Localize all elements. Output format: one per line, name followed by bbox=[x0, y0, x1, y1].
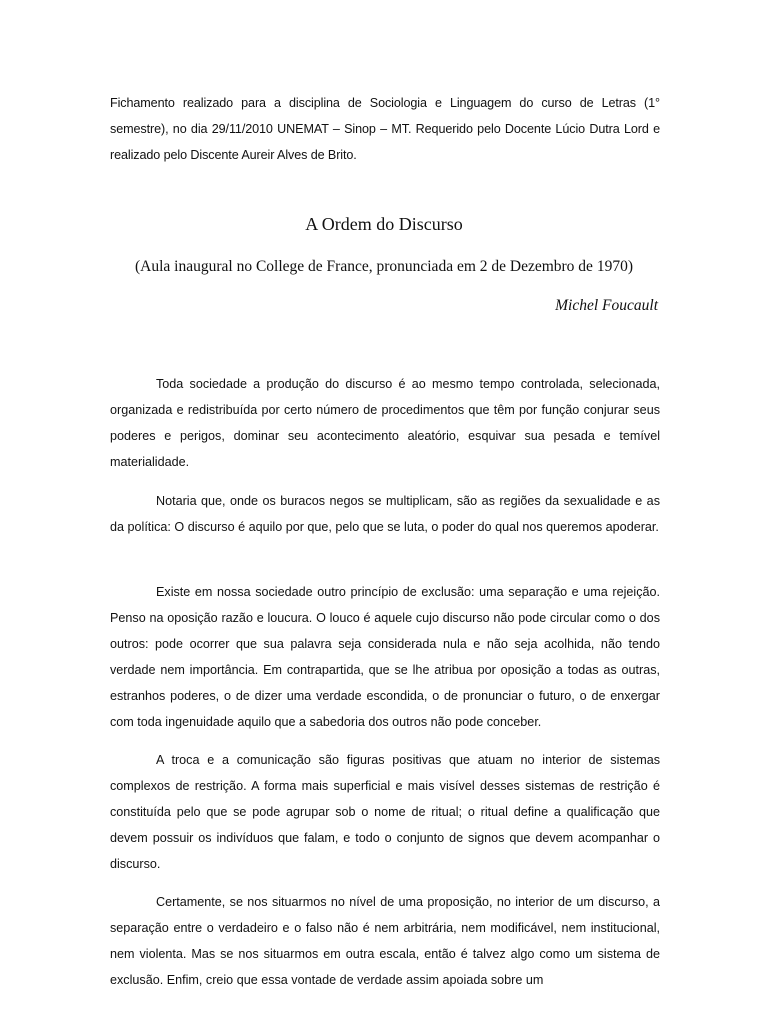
paragraph-1: Toda sociedade a produção do discurso é ao mesmo tempo controlada, selecionada, organizada e redistribuída por certo número de procedimentos que têm por função conjurar seus poderes e perigos, dominar seu acontecimento aleatório, esquivar sua pesada e temível materialidade. bbox=[110, 377, 660, 470]
document-subtitle: (Aula inaugural no College de France, pronunciada em 2 de Dezembro de 1970) bbox=[135, 258, 633, 275]
paragraph-3: Existe em nossa sociedade outro princípio de exclusão: uma separação e uma rejeição. Penso na oposição razão e loucura. O louco é aquele cujo discurso não pode circular como o dos outros: pode ocorrer que sua palavra seja considerada nula e não seja acolhida, não tendo verdade nem importância. Em contrapartida, que se lhe atribua por oposição a todas as outras, estranhos poderes, o de dizer uma verdade escondida, o de pronunciar o futuro, o de enxergar com toda ingenuidade aquilo que a sabedoria dos outros não pode conceber. bbox=[110, 585, 660, 730]
paragraph-2: Notaria que, onde os buracos negos se multiplicam, são as regiões da sexualidade e as da política: O discurso é aquilo por que, pelo que se luta, o poder do qual nos queremos apoderar. bbox=[110, 494, 660, 535]
header-note: Fichamento realizado para a disciplina de Sociologia e Linguagem do curso de Letras (1° semestre), no dia 29/11/2010 UNEMAT – Sinop – MT. Requerido pelo Docente Lúcio Dutra Lord e realizado pelo Discente Aureir Alves de Brito. bbox=[110, 96, 660, 162]
author-name: Michel Foucault bbox=[555, 297, 658, 314]
document-title: A Ordem do Discurso bbox=[305, 214, 463, 234]
paragraph-4: A troca e a comunicação são figuras positivas que atuam no interior de sistemas complexos de restrição. A forma mais superficial e mais visível desses sistemas de restrição é constituída pelo que se pode agrupar sob o nome de ritual; o ritual define a qualificação que devem possuir os indivíduos que falam, e todo o conjunto de signos que devem acompanhar o discurso. bbox=[110, 753, 660, 872]
paragraph-5: Certamente, se nos situarmos no nível de uma proposição, no interior de um discurso, a separação entre o verdadeiro e o falso não é nem arbitrária, nem modificável, nem institucional, nem violenta. Mas se nos situarmos em outra escala, então é talvez algo como um sistema de exclusão. Enfim, creio que essa vontade de verdade assim apoiada sobre um bbox=[110, 895, 660, 988]
